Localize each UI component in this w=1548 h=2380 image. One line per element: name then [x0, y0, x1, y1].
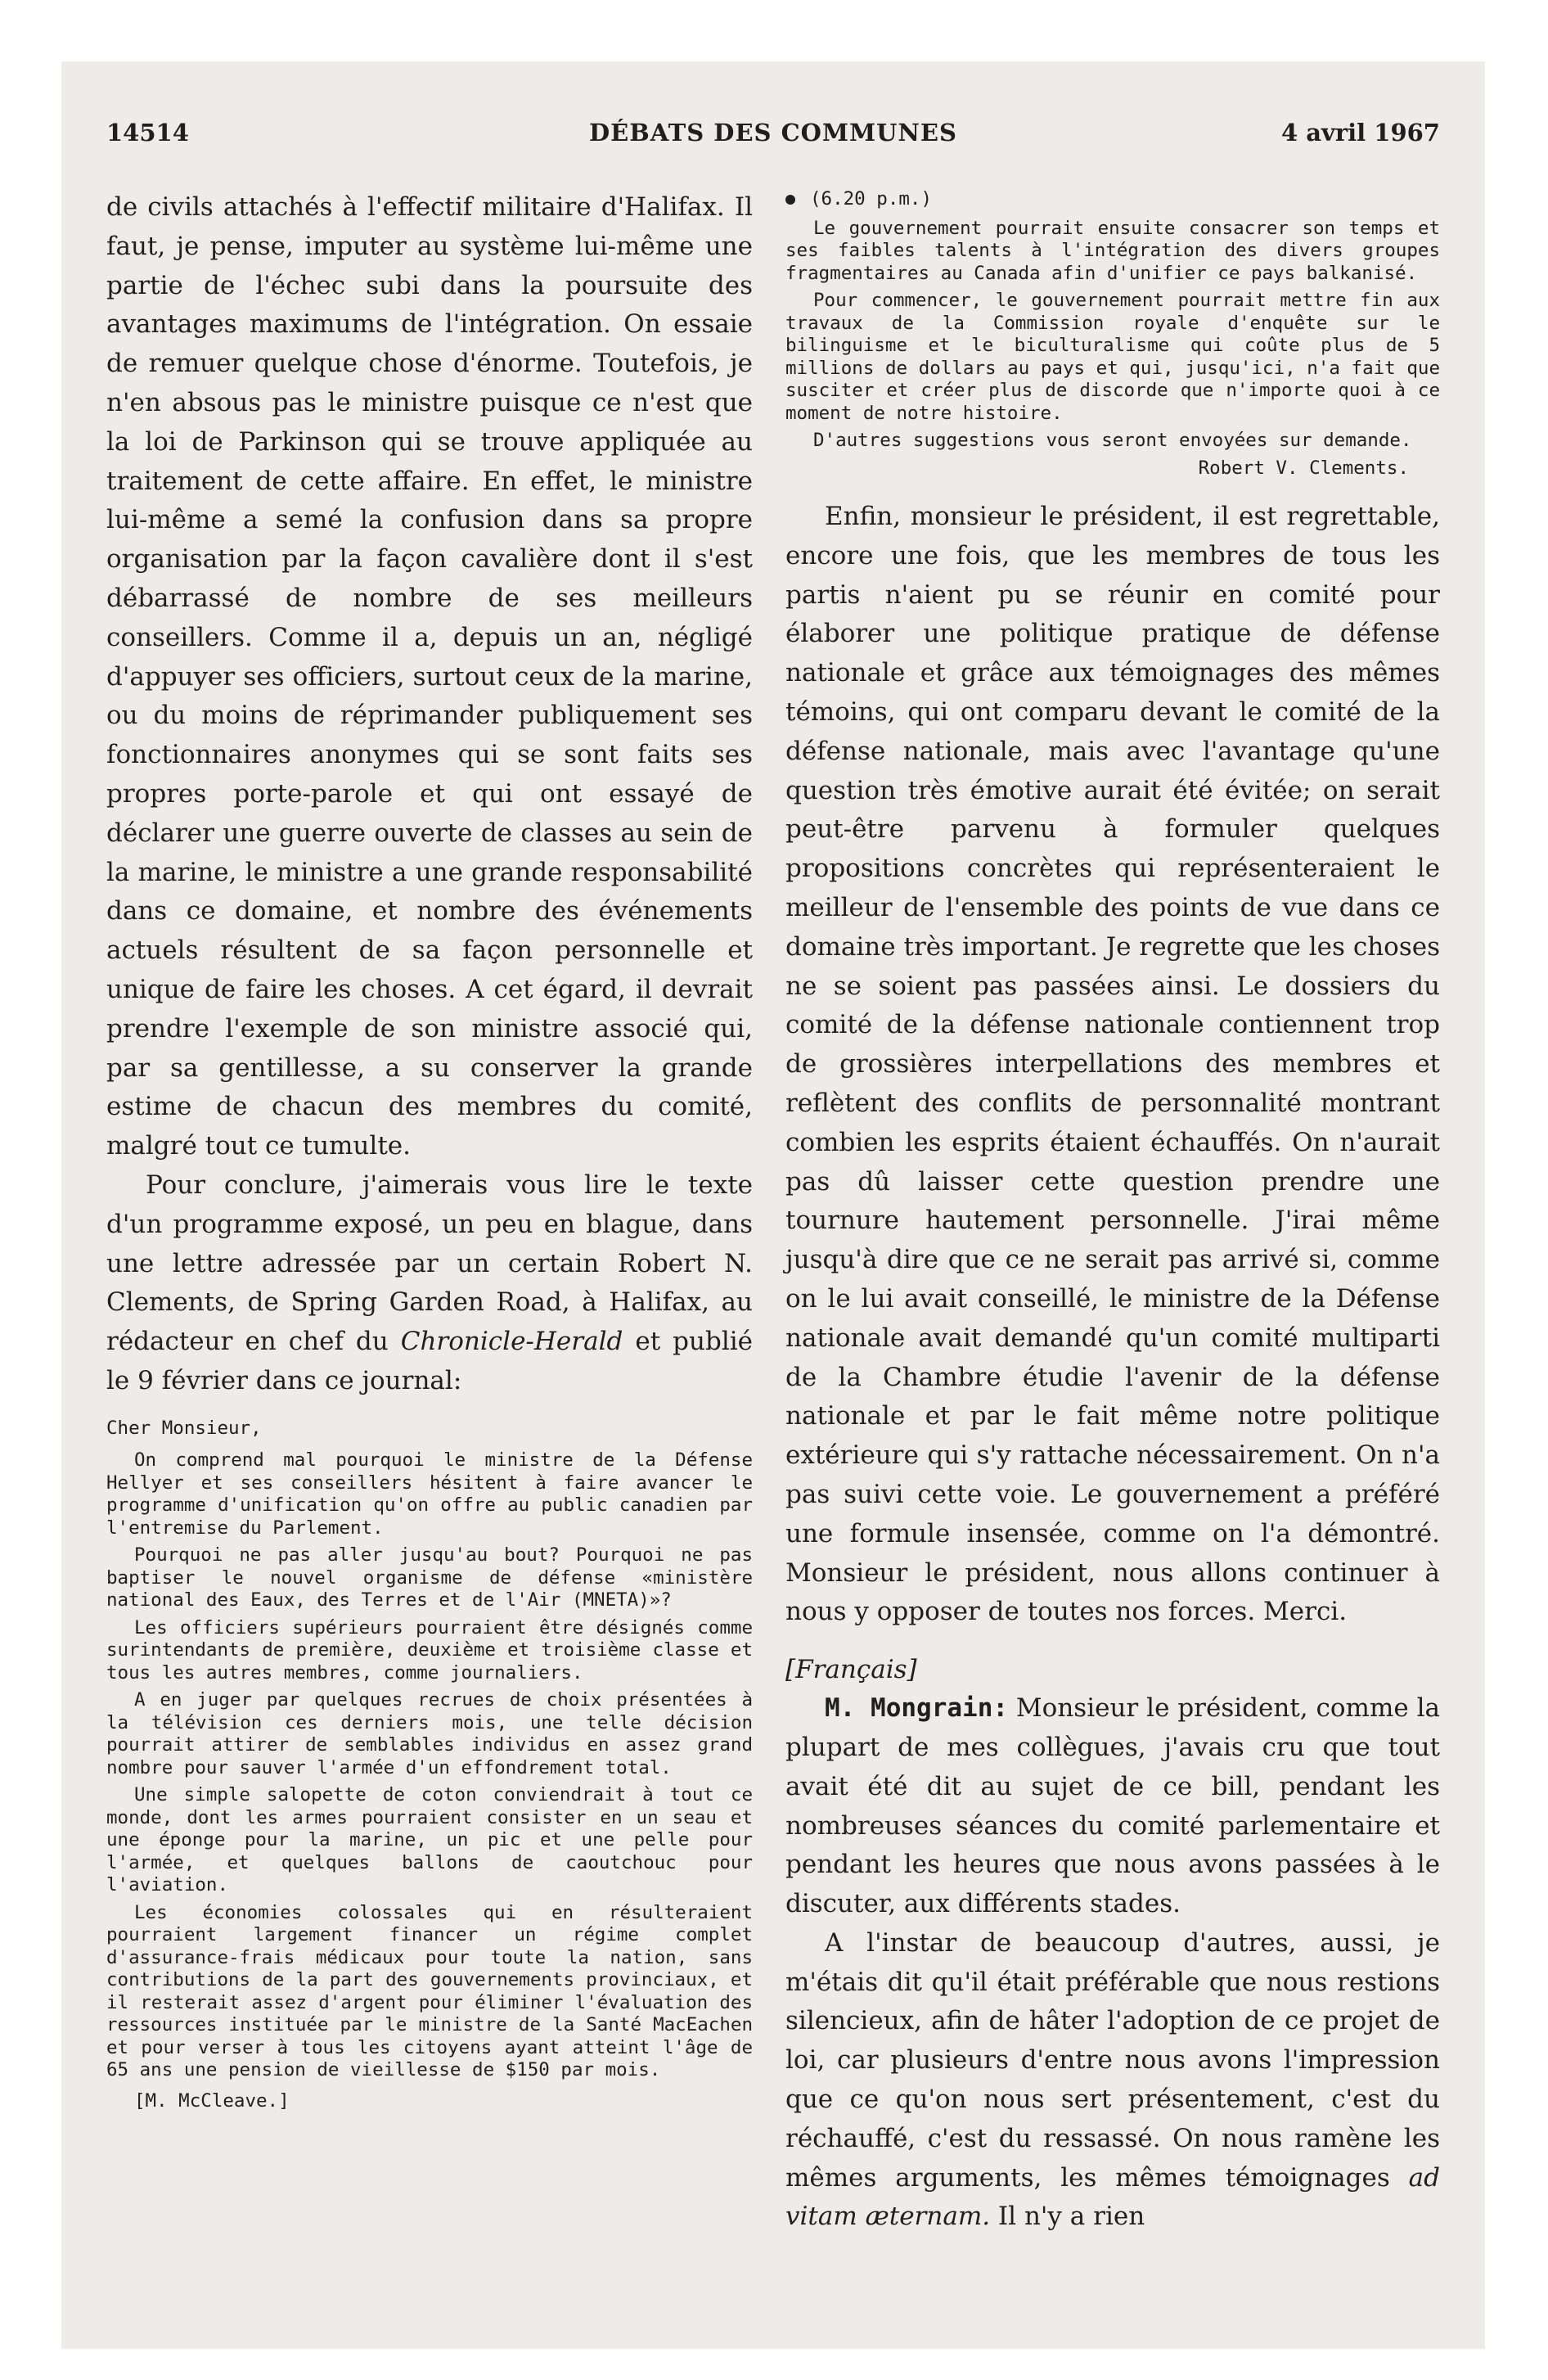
letter-paragraph: D'autres suggestions vous seront envoyées sur demande.	[813, 430, 1412, 451]
paragraph	[785, 1924, 1440, 2237]
left-column	[106, 188, 753, 2112]
paragraph	[106, 1166, 753, 1401]
document-page	[61, 61, 1485, 2349]
text-run: Pour conclure, j'aimerais vous lire le texte d'un programme exposé, un peu en blague, dans une lettre adressée par un certain Robert N. Clements, de Spring Garden Road, à Halifax, au rédacteur en chef du	[106, 1170, 753, 1357]
letter-paragraph: Les officiers supérieurs pourraient être désignés comme surintendants de première, deuxième et troisième classe et tous les autres membres, comme journaliers.	[106, 1616, 753, 1684]
page-number: 14514	[106, 119, 189, 146]
letter-paragraph: Pour commencer, le gouvernement pourrait mettre fin aux travaux de la Commission royale d'enquête sur le bilinguisme et le biculturalisme qui coûte plus de 5 millions de dollars au pays et qui, jusqu'ici, n'a fait que susciter et créer plus de discorde que n'importe quoi à ce moment de notre histoire.	[785, 290, 1440, 424]
letter-paragraph: Une simple salopette de coton conviendrait à tout ce monde, dont les armes pourraient consister en un seau et une éponge pour la marine, un pic et une pelle pour l'armée, et quelques ballons de caoutchouc pour l'aviation.	[106, 1784, 753, 1896]
paragraph	[785, 1689, 1440, 1924]
newspaper-title: Chronicle-Herald	[400, 1327, 623, 1357]
letter-signature: Robert V. Clements.	[1198, 457, 1409, 479]
letter-paragraph: On comprend mal pourquoi le ministre de la Défense Hellyer et ses conseillers hésitent à faire avancer le programme d'unification qu'on offre au public canadien par l'entremise du Parlement.	[106, 1449, 753, 1539]
right-column	[785, 188, 1440, 2237]
letter-paragraph: Pourquoi ne pas aller jusqu'au bout? Pourquoi ne pas baptiser le nouvel organisme de défense «ministère national des Eaux, des Terres et de l'Air (MNETA)»?	[106, 1544, 753, 1611]
text-run: et publié le 9 février dans ce journal:	[106, 1327, 753, 1395]
page-header	[106, 119, 1440, 160]
timestamp	[785, 188, 1440, 211]
paragraph: de civils attachés à l'effectif militaire d'Halifax. Il faut, je pense, imputer au système lui-même une partie de l'échec subi dans la poursuite des avantages maximums de l'intégration. On essaie de remuer quelque chose d'énorme. Toutefois, je n'en absous pas le ministre puisque ce n'est que la loi de Parkinson qui se trouve appliquée au traitement de cette affaire. En effet, le ministre lui-même a semé la confusion dans sa propre organisation par la façon cavalière dont il s'est débarrassé de nombre de ses meilleurs conseillers. Comme il a, depuis un an, négligé d'appuyer ses officiers, surtout ceux de la marine, ou du moins de réprimander publiquement ses fonctionnaires anonymes qui se sont faits ses propres porte-parole et qui ont essayé de déclarer une guerre ouverte de classes au sein de la marine, le ministre a une grande responsabilité dans ce domaine, et nombre des événements actuels résultent de sa façon personnelle et unique de faire les choses. A cet égard, il devrait prendre l'exemple de son ministre associé qui, par sa gentillesse, a su conserver la grande estime de chacun des membres du comité, malgré tout ce tumulte.	[106, 192, 753, 1161]
bullet-icon	[785, 195, 795, 205]
publication-title: DÉBATS DES COMMUNES	[589, 119, 957, 146]
publication-date: 4 avril 1967	[1280, 119, 1440, 146]
time-text: (6.20 p.m.)	[810, 188, 933, 210]
latin-phrase: ad vitam æternam.	[785, 2162, 1440, 2232]
text-run: Monsieur le président, comme la plupart de mes collègues, j'avais cru que tout avait été dit au sujet de ce bill, pendant les nombreuses séances du comité parlementaire et pendant les heures que nous avons passées à le discuter, aux différents stades.	[785, 1693, 1440, 1919]
text-run: A l'instar de beaucoup d'autres, aussi, je m'étais dit qu'il était préférable que nous restions silencieux, afin de hâter l'adoption de ce projet de loi, car plusieurs d'entre nous avons l'impression que ce qu'on nous sert présentement, c'est du réchauffé, c'est du ressassé. On nous ramène les mêmes arguments, les mêmes témoignages	[785, 1927, 1440, 2193]
speaker-name: M. Mongrain:	[825, 1693, 1009, 1724]
letter-paragraph: A en juger par quelques recrues de choix présentées à la télévision ces derniers mois, une telle décision pourrait attirer de semblables individus en assez grand nombre pour sauver l'armée d'un effondrement total.	[106, 1689, 753, 1778]
text-run: Il n'y a rien	[990, 2202, 1145, 2232]
paragraph: Enfin, monsieur le président, il est regrettable, encore une fois, que les membres de tous les partis n'aient pu se réunir en comité pour élaborer une politique pratique de défense nationale et grâce aux témoignages des mêmes témoins, qui ont comparu devant le comité de la défense nationale, mais avec l'avantage qu'une question très émotive aurait été évitée; on serait peut-être parvenu à formuler quelques propositions concrètes qui représenteraient le meilleur de l'ensemble des points de vue dans ce domaine très important. Je regrette que les choses ne se soient pas passées ainsi. Le dossiers du comité de la défense nationale contiennent trop de grossières interpellations des membres et reflètent des conflits de personnalité montrant combien les esprits étaient échauffés. On n'aurait pas dû laisser cette question prendre une tournure hautement personnelle. J'irai même jusqu'à dire que ce ne serait pas arrivé si, comme on le lui avait conseillé, le ministre de la Défense nationale avait demandé qu'un comité multiparti de la Chambre étudie l'avenir de la défense nationale et par le fait même notre politique extérieure qui s'y rattache nécessairement. On n'a pas suivi cette voie. Le gouvernement a préféré une formule insensée, comme on l'a démontré. Monsieur le président, nous allons continuer à nous y opposer de toutes nos forces. Merci.	[785, 502, 1440, 1627]
speaker-attribution: [M. McCleave.]	[134, 2089, 290, 2112]
letter-paragraph: Le gouvernement pourrait ensuite consacrer son temps et ses faibles talents à l'intégration des divers groupes fragmentaires au Canada afin d'unifier ce pays balkanisé.	[785, 217, 1440, 284]
letter-paragraph: Les économies colossales qui en résulteraient pourraient largement financer un régime complet d'assurance-frais médicaux pour toute la nation, sans contributions de la part des gouvernements provinciaux, et il resterait assez d'argent pour éliminer l'évaluation des ressources instituée par le ministre de la Santé MacEachen et pour verser à tous les citoyens ayant atteint l'âge de 65 ans une pension de vieillesse de $150 par mois.	[106, 1901, 753, 2081]
letter-salutation: Cher Monsieur,	[106, 1417, 262, 1439]
language-label: [Français]	[785, 1655, 917, 1685]
